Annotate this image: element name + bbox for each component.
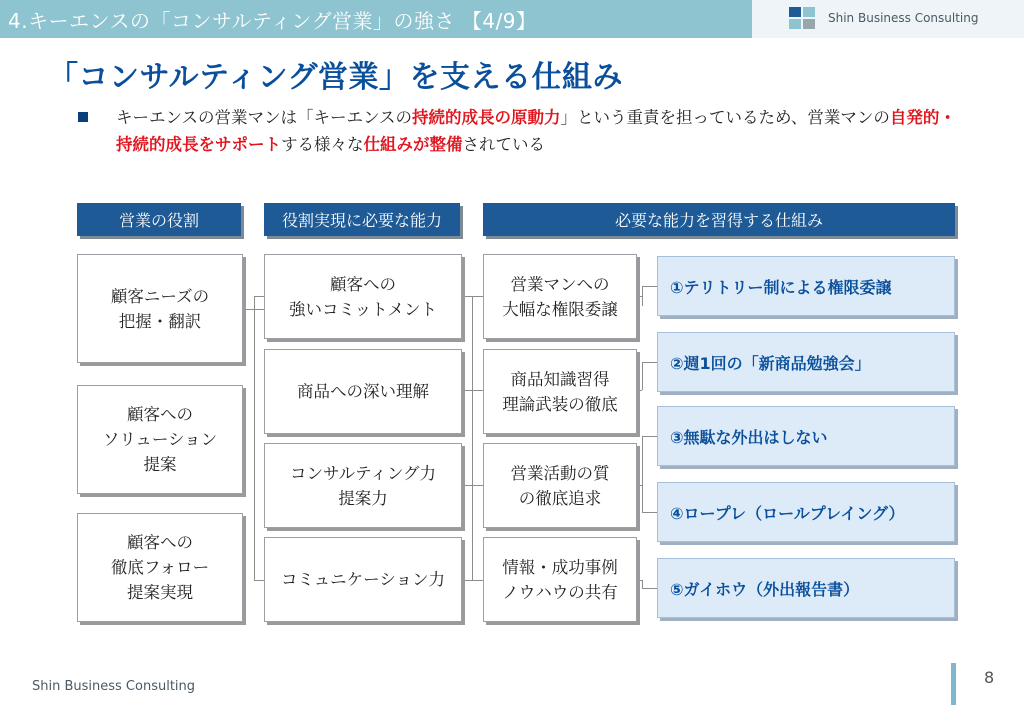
ability-box: コミュニケーション力 [264,537,462,622]
connector-line [642,362,643,390]
lead-text [70,104,970,158]
footer-divider [951,663,956,705]
ability-box: 商品への深い理解 [264,349,462,434]
role-box: 顧客への 徹底フォロー 提案実現 [77,513,243,622]
connector-line [254,296,264,297]
footer-brand: Shin Business Consulting [32,679,196,694]
role-box: 顧客への ソリューション 提案 [77,385,243,494]
brand-logo-icon [789,7,815,29]
connector-line [642,436,657,437]
connector-line [461,485,472,486]
column-header-abilities: 役割実現に必要な能力 [264,203,460,236]
slide-title: 「コンサルティング営業」を支える仕組み [48,60,623,95]
connector-line [642,512,657,513]
mechanism-box: 情報・成功事例 ノウハウの共有 [483,537,637,622]
connector-line [472,296,473,580]
section-title: 4.キーエンスの「コンサルティング営業」の強さ 【4/9】 [8,9,537,33]
connector-line [642,588,657,589]
lead-highlight: 持続的成長の原動力 [412,108,561,127]
ability-box: コンサルティング力 提案力 [264,443,462,528]
connector-line [642,580,643,588]
column-header-roles: 営業の役割 [77,203,241,236]
connector-line [642,286,643,306]
connector-line [254,296,255,580]
connector-line [461,390,472,391]
lead-highlight: 仕組みが整備 [363,135,463,154]
connector-line [461,580,483,581]
detail-box: ①テリトリー制による権限委譲 [657,256,955,316]
detail-box: ③無駄な外出はしない [657,406,955,466]
ability-box: 顧客への 強いコミットメント [264,254,462,339]
column-header-mechanisms: 必要な能力を習得する仕組み [483,203,955,236]
role-box: 顧客ニーズの 把握・翻訳 [77,254,243,363]
page-number: 8 [984,668,995,687]
lead-text-part: キーエンスの営業マンは「キーエンスの [116,108,413,127]
mechanism-box: 商品知識習得 理論武装の徹底 [483,349,637,434]
section-band [0,0,752,38]
detail-box: ④ロープレ（ロールプレイング） [657,482,955,542]
lead-text-part: されている [462,135,545,154]
lead-highlight: 自発的・持続的成長をサポート [116,108,956,154]
connector-line [642,436,643,512]
connector-line [472,390,483,391]
connector-line [642,362,657,363]
detail-box: ②週1回の「新商品勉強会」 [657,332,955,392]
connector-line [642,286,657,287]
lead-text-part: 」という重責を担っているため、営業マンの [560,108,890,127]
lead-text-part: する様々な [281,135,364,154]
connector-line [254,580,264,581]
mechanism-box: 営業マンへの 大幅な権限委譲 [483,254,637,339]
mechanism-box: 営業活動の質 の徹底追求 [483,443,637,528]
brand-name-top: Shin Business Consulting [828,11,979,25]
detail-box: ⑤ガイホウ（外出報告書） [657,558,955,618]
connector-line [472,485,483,486]
